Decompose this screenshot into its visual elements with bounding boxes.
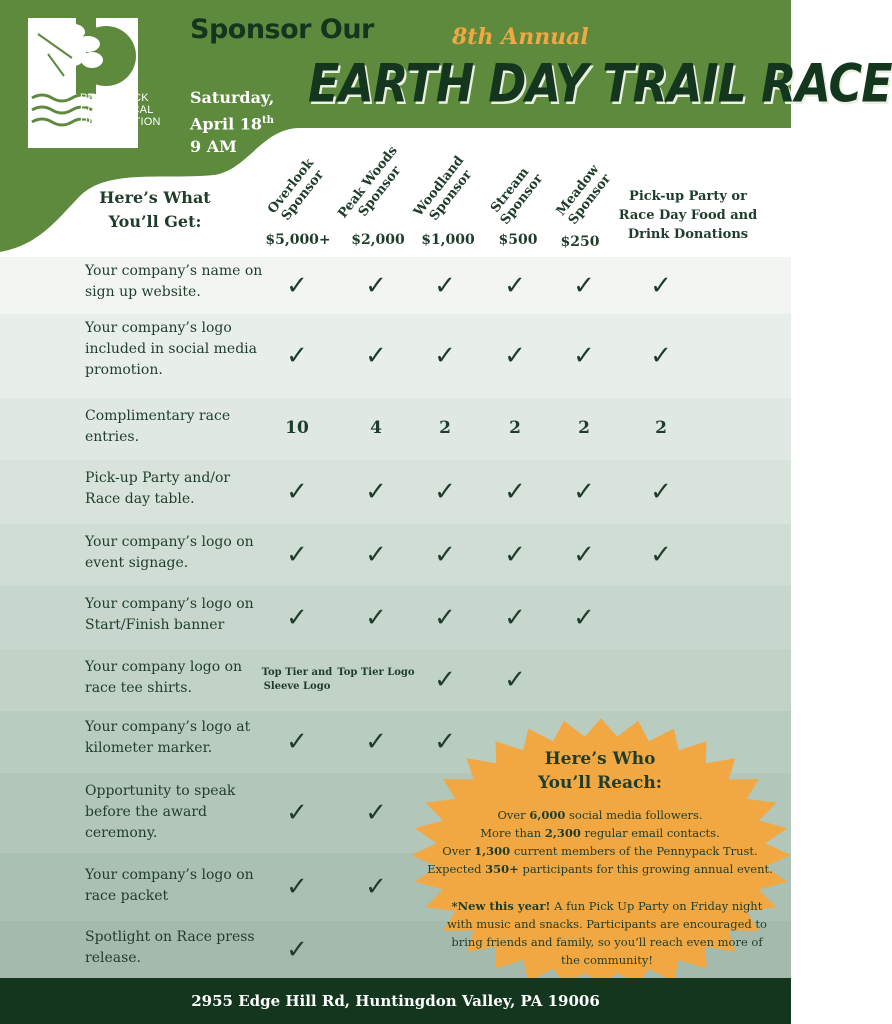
checkmark-icon: ✓	[504, 477, 526, 507]
checkmark-icon: ✓	[365, 540, 387, 570]
reach-item-number: 6,000	[529, 808, 566, 822]
column-heading-meadow: Meadow Sponsor	[553, 162, 615, 228]
checkmark-icon: ✓	[434, 602, 456, 633]
checkmark-icon: ✓	[504, 540, 526, 570]
date-month: April 18	[190, 114, 263, 134]
checkmark-icon: ✓	[504, 270, 526, 301]
row-label: Your company’s logo included in social media promotion.	[85, 320, 257, 378]
footer-address: 2955 Edge Hill Rd, Huntingdon Valley, PA 19006	[0, 978, 791, 1024]
entry-count: 2	[655, 418, 667, 438]
tee-shirt-logo-note: Top Tier Logo	[337, 667, 415, 678]
reach-item-text: Over	[497, 808, 530, 822]
reach-item-number: 2,300	[544, 826, 581, 840]
race-title: EARTH DAY TRAIL RACE	[308, 52, 892, 115]
checkmark-icon: ✓	[434, 540, 456, 570]
reach-item-text: Over	[442, 844, 475, 858]
column-price-woodland: $1,000	[421, 232, 475, 248]
date-suffix: th	[262, 115, 274, 126]
logo-line: TRUST	[80, 128, 118, 140]
checkmark-icon: ✓	[365, 872, 387, 902]
entry-count: 2	[439, 418, 451, 438]
note-text: A fun Pick Up Party on Friday night with music and snacks. Participants are encouraged to bring friends and family, so you’ll reach even more of the community!	[447, 899, 767, 967]
checkmark-icon: ✓	[286, 477, 308, 507]
checkmark-icon: ✓	[504, 602, 526, 633]
checkmark-icon: ✓	[286, 934, 308, 965]
table-row	[0, 586, 791, 649]
new-this-year-note	[444, 897, 770, 969]
entry-count: 4	[370, 418, 382, 438]
reach-item-number: 350+	[485, 862, 519, 876]
checkmark-icon: ✓	[286, 341, 308, 371]
reach-title	[470, 747, 730, 795]
checkmark-icon: ✓	[573, 341, 595, 371]
checkmark-icon: ✓	[573, 540, 595, 570]
reach-title-line: Here’s Who	[544, 749, 656, 769]
reach-item	[420, 860, 780, 878]
reach-item-text: regular email contacts.	[580, 826, 720, 840]
annual-label: 8th Annual	[452, 24, 589, 50]
column-heading-overlook: Overlook Sponsor	[265, 156, 328, 224]
checkmark-icon: ✓	[434, 727, 456, 757]
checkmark-icon: ✓	[365, 477, 387, 507]
row-label: Complimentary race entries.	[85, 408, 231, 445]
checkmark-icon: ✓	[650, 270, 672, 301]
table-row	[0, 649, 791, 711]
row-label: Opportunity to speak before the award ceremony.	[85, 783, 236, 841]
date-day: Saturday,	[190, 88, 275, 107]
what-youll-get-label: Here’s What You’ll Get:	[99, 188, 211, 231]
checkmark-icon: ✓	[286, 798, 308, 828]
checkmark-icon: ✓	[434, 477, 456, 507]
note-highlight: *New this year!	[451, 899, 551, 913]
reach-item-number: 1,300	[474, 844, 511, 858]
reach-item-text: More than	[480, 826, 545, 840]
column-price-meadow: $250	[560, 234, 600, 250]
checkmark-icon: ✓	[365, 798, 387, 828]
checkmark-icon: ✓	[286, 727, 308, 757]
checkmark-icon: ✓	[573, 477, 595, 507]
logo-text	[80, 92, 161, 140]
table-row	[0, 257, 791, 314]
logo-line: PENNYPACK	[80, 92, 149, 104]
checkmark-icon: ✓	[573, 270, 595, 301]
event-date	[190, 86, 274, 158]
entry-count: 2	[509, 418, 521, 438]
reach-list	[420, 806, 780, 878]
checkmark-icon: ✓	[650, 540, 672, 570]
column-price-stream: $500	[498, 232, 538, 248]
column-heading-donations: Pick-up Party or Race Day Food and Drink Donations	[618, 189, 758, 242]
reach-title-line: You’ll Reach:	[537, 773, 663, 793]
checkmark-icon: ✓	[365, 727, 387, 757]
checkmark-icon: ✓	[286, 270, 308, 301]
column-heading-woodland: Woodland Sponsor	[411, 153, 476, 224]
table-row	[0, 314, 791, 398]
column-price-overlook: $5,000+	[265, 232, 331, 248]
checkmark-icon: ✓	[650, 341, 672, 371]
reach-item	[420, 842, 780, 860]
entry-count: 2	[578, 418, 590, 438]
checkmark-icon: ✓	[573, 602, 595, 633]
checkmark-icon: ✓	[365, 341, 387, 371]
checkmark-icon: ✓	[434, 270, 456, 301]
checkmark-icon: ✓	[286, 540, 308, 570]
table-row	[0, 460, 791, 524]
logo-line: ECOLOGICAL	[80, 104, 154, 116]
checkmark-icon: ✓	[650, 477, 672, 507]
reach-item-text: social media followers.	[565, 808, 703, 822]
checkmark-icon: ✓	[286, 602, 308, 633]
checkmark-icon: ✓	[365, 602, 387, 633]
row-label: Your company’s name on sign up website.	[85, 263, 263, 300]
tee-shirt-logo-note: Top Tier and Sleeve Logo	[261, 667, 333, 692]
row-label: Your company logo on race tee shirts.	[85, 659, 243, 696]
column-heading-peak-woods: Peak Woods Sponsor	[335, 143, 405, 222]
checkmark-icon: ✓	[504, 341, 526, 371]
row-label: Your company’s logo on event signage.	[85, 534, 254, 571]
row-label: Your company’s logo at kilometer marker.	[85, 719, 251, 756]
checkmark-icon: ✓	[504, 665, 526, 695]
sponsor-our-heading: Sponsor Our	[190, 14, 374, 45]
date-month-line	[190, 109, 274, 135]
table-row	[0, 398, 791, 460]
reach-item	[420, 824, 780, 842]
logo-line: RESTORATION	[80, 116, 161, 128]
reach-item	[420, 806, 780, 824]
column-heading-stream: Stream Sponsor	[487, 165, 547, 228]
row-label: Spotlight on Race press release.	[85, 929, 255, 966]
date-time: 9 AM	[190, 137, 237, 157]
checkmark-icon: ✓	[434, 665, 456, 695]
column-price-peak-woods: $2,000	[351, 232, 405, 248]
row-label: Pick-up Party and/or Race day table.	[85, 470, 231, 507]
entry-count: 10	[285, 418, 309, 438]
reach-item-text: participants for this growing annual event.	[518, 862, 773, 876]
row-label: Your company’s logo on Start/Finish banner	[85, 596, 254, 633]
row-label: Your company’s logo on race packet	[85, 867, 254, 904]
checkmark-icon: ✓	[365, 270, 387, 301]
reach-item-text: Expected	[427, 862, 486, 876]
table-row	[0, 524, 791, 586]
checkmark-icon: ✓	[286, 872, 308, 902]
reach-item-text: current members of the Pennypack Trust.	[510, 844, 758, 858]
checkmark-icon: ✓	[434, 341, 456, 371]
